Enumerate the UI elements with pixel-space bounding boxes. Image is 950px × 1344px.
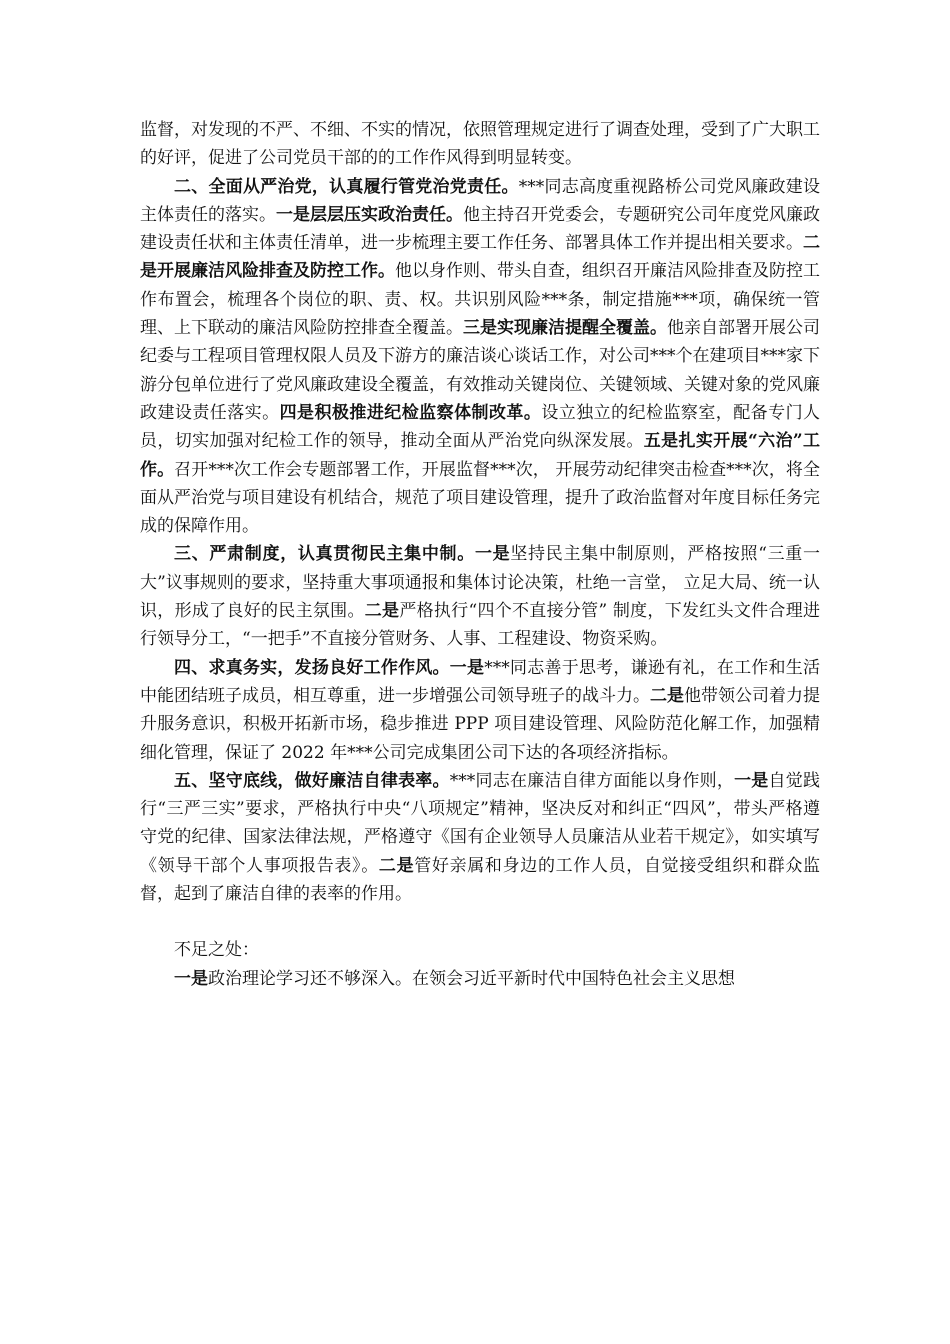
text-run: 他亲自部署开展公司纪委与工程项目管理权限人员及下游方的廉洁谈心谈话工作，对公司***个在建项目***家下游分包单位进行了党风廉政建设全覆盖，有效推动关键岗位、关键领域、关键对象的党风廉政建设责任落实。 bbox=[140, 318, 820, 423]
paragraph bbox=[140, 540, 820, 653]
text-run: ***同志善于思考，谦逊有礼，在工作和生活中能团结班子成员，相互尊重，进一步增强公司领导班子的战斗力。 bbox=[140, 657, 821, 706]
bold-text-run: 五是扎实开展“六治”工作。 bbox=[140, 431, 820, 480]
bold-text-run: 四是积极推进纪检监察体制改革。 bbox=[279, 402, 542, 423]
bold-text-run: 四、求真务实，发扬良好工作作风。 bbox=[174, 657, 450, 678]
text-run: 自觉践行“三严三实”要求，严格执行中央“八项规定”精神，坚决反对和纠正“四风”，带头严格遵守党的纪律、国家法律法规，严格遵守《国有企业领导人员廉洁从业若干规定》，如实填写《领导干部个人事项报告表》。 bbox=[140, 770, 821, 876]
shortcomings-heading: 不足之处： bbox=[174, 940, 259, 961]
paragraph bbox=[140, 173, 820, 541]
bold-text-run: 一是 bbox=[474, 544, 511, 565]
text-run: 监督，对发现的不严、不细、不实的情况，依照管理规定进行了调查处理，受到了广大职工的好评，促进了公司党员干部的的工作作风得到明显转变。 bbox=[140, 120, 820, 169]
text-run: 他带领公司着力提升服务意识，积极开拓新市场，稳步推进 PPP 项目建设管理、风险防范化解工作，加强精细化管理，保证了 2022 年***公司完成集团公司下达的各项经济指标。 bbox=[140, 685, 820, 763]
paragraph bbox=[140, 654, 820, 767]
text-run: ***同志在廉洁自律方面能以身作则， bbox=[449, 770, 735, 791]
text-run: 他以身作则、带头自查，组织召开廉洁风险排查及防控工作布置会，梳理各个岗位的职、责、权。共识别风险***条，制定措施***项，确保统一管理、上下联动的廉洁风险防控排查全覆盖。 bbox=[140, 261, 820, 339]
bold-text-run: 二是开展廉洁风险排查及防控工作。 bbox=[140, 233, 820, 282]
paragraph bbox=[140, 767, 820, 908]
bold-text-run: 一是 bbox=[449, 657, 485, 678]
document-page bbox=[140, 116, 820, 993]
text-run: 坚持民主集中制原则，严格按照“三重一大”议事规则的要求，坚持重大事项通报和集体讨论决策，杜绝一言堂， 立足大局、统一认识，形成了良好的民主氛围。 bbox=[140, 544, 820, 622]
bold-text-run: 一是 bbox=[734, 770, 769, 791]
text-run: 他主持召开党委会，专题研究公司年度党风廉政建设责任状和主体责任清单，进一步梳理主要工作任务、部署具体工作并提出相关要求。 bbox=[140, 204, 820, 254]
bold-text-run: 一是 bbox=[174, 968, 208, 989]
bold-text-run: 三是实现廉洁提醒全覆盖。 bbox=[463, 318, 667, 339]
bold-text-run: 二是 bbox=[650, 685, 684, 706]
text-run: 召开***次工作会专题部署工作，开展监督***次， 开展劳动纪律突击检查***次，将全面从严治党与项目建设有机结合，规范了项目建设管理，提升了政治监督对年度目标任务完成的保障作用。 bbox=[140, 459, 821, 537]
text-run: 严格执行“四个不直接分管” 制度，下发红头文件合理进行领导分工，“一把手”不直接分管财务、人事、工程建设、物资采购。 bbox=[140, 601, 820, 650]
text-run: 政治理论学习还不够深入。在领会习近平新时代中国特色社会主义思想 bbox=[208, 968, 735, 989]
bold-text-run: 二、全面从严治党，认真履行管党治党责任。 bbox=[174, 176, 519, 197]
bold-text-run: 三、严肃制度，认真贯彻民主集中制。 bbox=[174, 544, 475, 565]
text-run: 设立独立的纪检监察室，配备专门人员，切实加强对纪检工作的领导，推动全面从严治党向纵深发展。 bbox=[140, 402, 821, 452]
bold-text-run: 五、坚守底线，做好廉洁自律表率。 bbox=[174, 770, 450, 791]
bold-text-run: 二是 bbox=[378, 855, 415, 876]
document-body bbox=[140, 116, 820, 908]
paragraph bbox=[140, 116, 820, 173]
text-run: 管好亲属和身边的工作人员，自觉接受组织和群众监督，起到了廉洁自律的表率的作用。 bbox=[140, 855, 821, 905]
bold-text-run: 一是层层压实政治责任。 bbox=[276, 204, 463, 225]
text-run: ***同志高度重视路桥公司党风廉政建设主体责任的落实。 bbox=[140, 176, 821, 225]
paragraph-gap bbox=[140, 908, 820, 936]
bold-text-run: 二是 bbox=[364, 601, 400, 622]
shortcoming-item-1 bbox=[140, 965, 820, 993]
